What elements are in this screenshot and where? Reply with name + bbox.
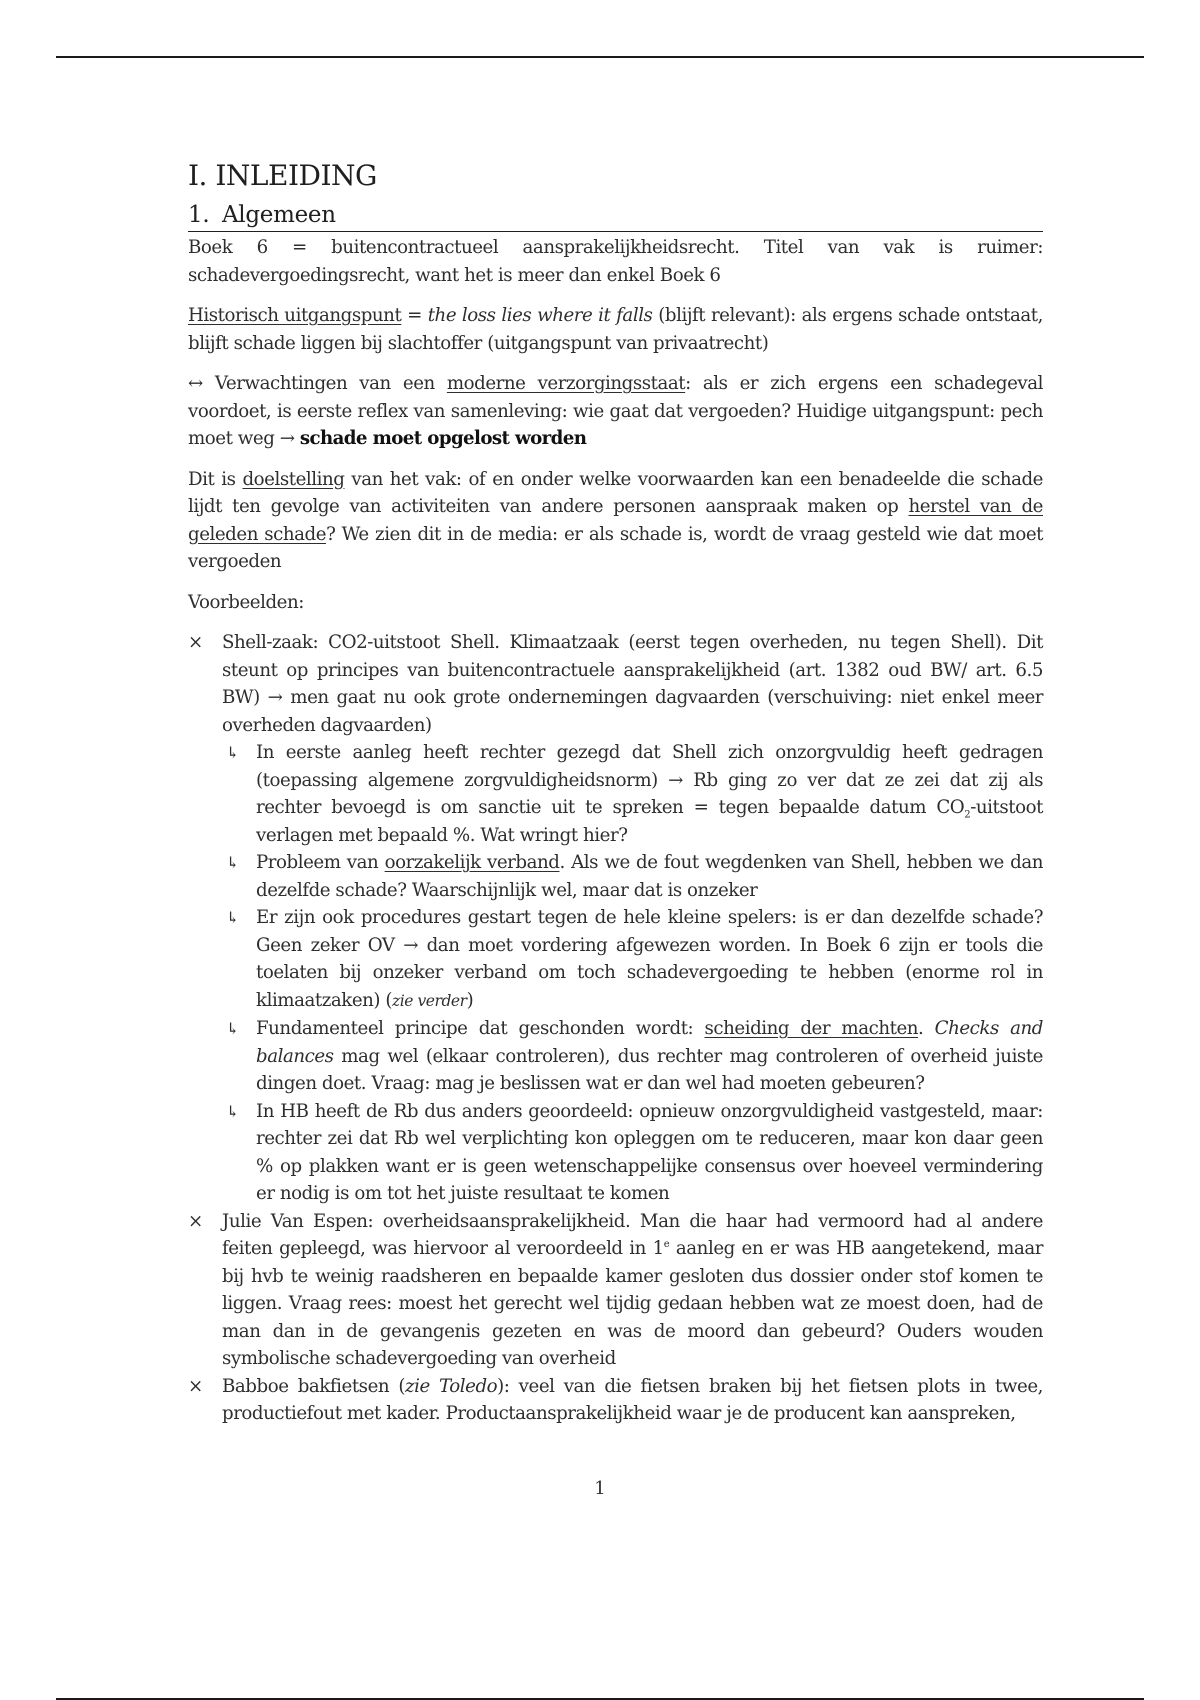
ref-zie-toledo: zie Toledo xyxy=(405,1375,498,1397)
term-separation-powers: scheiding der machten xyxy=(704,1018,919,1039)
superscript: e xyxy=(663,1238,670,1250)
text: Dit is xyxy=(188,468,243,490)
paragraph-examples-label: Voorbeelden: xyxy=(188,591,304,613)
section-heading xyxy=(188,200,1043,232)
example-babboe: Babboe bakfietsen ( xyxy=(222,1375,405,1397)
list-item xyxy=(222,1098,1043,1208)
return-arrow-icon: ↳ xyxy=(226,853,239,872)
text: Probleem van xyxy=(256,852,385,873)
list-item xyxy=(222,904,1043,1015)
text: (blijft relevant): als ergens schade ontstaat, blijft schade liggen bij slachtoffer (uitgangspunt van privaatrecht) xyxy=(188,305,1043,354)
text: In eerste aanleg heeft rechter gezegd dat Shell zich onzorgvuldig heeft gedragen (toepassing algemene zorgvuldigheidsnorm) → Rb ging zo ver dat ze zei dat zij als rechter bevoegd is om sanctie uit te spreken = tegen bepaalde datum CO xyxy=(256,742,1043,818)
term-objective: doelstelling xyxy=(242,468,345,490)
text: . xyxy=(918,1018,935,1039)
list-item xyxy=(188,629,1043,1208)
list-item xyxy=(188,1373,1043,1428)
list-item xyxy=(222,849,1043,904)
examples-list xyxy=(188,629,1043,1428)
text: Fundamenteel principe dat geschonden wordt: xyxy=(256,1018,705,1039)
double-arrow-icon: ↔ xyxy=(188,373,203,394)
text: -uitstoot verlagen met bepaald %. Wat wringt hier? xyxy=(256,797,1043,846)
paragraph-historical xyxy=(188,302,1043,357)
return-arrow-icon: ↳ xyxy=(226,1019,239,1038)
document-body xyxy=(188,158,1043,1428)
cross-bullet-icon: × xyxy=(188,632,203,653)
text: : als er zich ergens een schadegeval voordoet, is eerste reflex van samenleving: wie gaat dat vergoeden? Huidige uitgangspunt: pech moet weg → xyxy=(188,373,1043,449)
text: Er zijn ook procedures gestart tegen de hele kleine spelers: is er dan dezelfde schade? Geen zeker OV → dan moet vordering afgewezen worden. In Boek 6 zijn er tools die toelaten bij onzeker verband om toch schadevergoeding te hebben (enorme rol in klimaatzaken) ( xyxy=(256,907,1043,1011)
paragraph-objective xyxy=(188,466,1043,576)
text: van het vak: of en onder welke voorwaarden kan een benadeelde die schade lijdt ten gevolge van activiteiten van andere personen aanspraak maken op xyxy=(188,468,1043,517)
cross-bullet-icon: × xyxy=(188,1210,203,1232)
text: In HB heeft de Rb dus anders geoordeeld: opnieuw onzorgvuldigheid vastgesteld, maar: rechter zei dat Rb wel verplichting kon opleggen om te reduceren, maar kon daar geen % op plakken want er is geen wetenschappelijke consensus over hoeveel vermindering er nodig is om tot het juiste resultaat te komen xyxy=(256,1100,1043,1204)
text: . Als we de fout wegdenken van Shell, hebben we dan dezelfde schade? Waarschijnlijk wel, maar dat is onzeker xyxy=(256,852,1043,901)
ref-zie-verder: zie verder xyxy=(392,991,467,1010)
section-number: 1. xyxy=(188,202,210,228)
text: ? We zien dit in de media: er als schade is, wordt de vraag gesteld wie dat moet vergoeden xyxy=(188,523,1043,572)
quote-loss: the loss lies where it falls xyxy=(427,305,653,326)
paragraph-expectations xyxy=(188,370,1043,453)
term-restoration: herstel van de geleden schade xyxy=(188,496,1043,545)
term-welfare-state: moderne verzorgingsstaat xyxy=(446,373,686,394)
return-arrow-icon: ↳ xyxy=(226,743,239,762)
text: ): veel van die fietsen braken bij het fietsen plots in twee, productiefout met kader. Productaansprakelijkheid waar je de producent kan aanspreken, xyxy=(222,1375,1043,1424)
text: mag wel (elkaar controleren), dus rechter mag controleren of overheid juiste dingen doet. Vraag: mag je beslissen wat er dan wel had moeten gebeuren? xyxy=(256,1045,1043,1094)
term-historical: Historisch uitgangspunt xyxy=(188,305,402,326)
term-causal-link: oorzakelijk verband xyxy=(384,852,560,873)
header-rule xyxy=(56,56,1144,58)
term-checks-balances: Checks and balances xyxy=(256,1018,1043,1067)
return-arrow-icon: ↳ xyxy=(226,908,239,927)
return-arrow-icon: ↳ xyxy=(226,1101,239,1121)
shell-sublist xyxy=(222,739,1043,1208)
cross-bullet-icon: × xyxy=(188,1375,203,1397)
list-item xyxy=(222,1015,1043,1098)
text: ) xyxy=(466,989,474,1011)
section-title: Algemeen xyxy=(222,202,336,228)
text: aanleg en er was HB aangetekend, maar bij hvb te weinig raadsheren en bepaalde kamer gesloten dus dossier onder stof komen te liggen. Vraag rees: moest het gerecht wel tijdig gedaan hebben wat ze moest doen, had de man dan in de gevangenis gezeten en was de moord dan gebeurd? Ouders wouden symbolische schadevergoeding van overheid xyxy=(222,1238,1043,1369)
example-van-espen: Julie Van Espen: overheidsaansprakelijkheid. Man die haar had vermoord had al andere feiten gepleegd, was hiervoor al veroordeeld in 1 xyxy=(222,1210,1043,1259)
text: = xyxy=(401,305,428,326)
page-number: 1 xyxy=(594,1478,606,1499)
example-shell: Shell-zaak: CO2-uitstoot Shell. Klimaatzaak (eerst tegen overheden, nu tegen Shell). Dit steunt op principes van buitencontractuele aansprakelijkheid (art. 1382 oud BW/ art. 6.5 BW) → men gaat nu ook grote ondernemingen dagvaarden (verschuiving: niet enkel meer overheden dagvaarden) xyxy=(222,632,1043,736)
paragraph-intro: Boek 6 = buitencontractueel aansprakelijkheidsrecht. Titel van vak is ruimer: schadevergoedingsrecht, want het is meer dan enkel Boek 6 xyxy=(188,237,1043,286)
bold-conclusion: schade moet opgelost worden xyxy=(299,428,587,449)
list-item xyxy=(188,1208,1043,1373)
text: Verwachtingen van een xyxy=(202,373,447,394)
subscript: 2 xyxy=(964,809,971,821)
list-item xyxy=(222,739,1043,849)
chapter-heading: I. INLEIDING xyxy=(188,159,377,192)
